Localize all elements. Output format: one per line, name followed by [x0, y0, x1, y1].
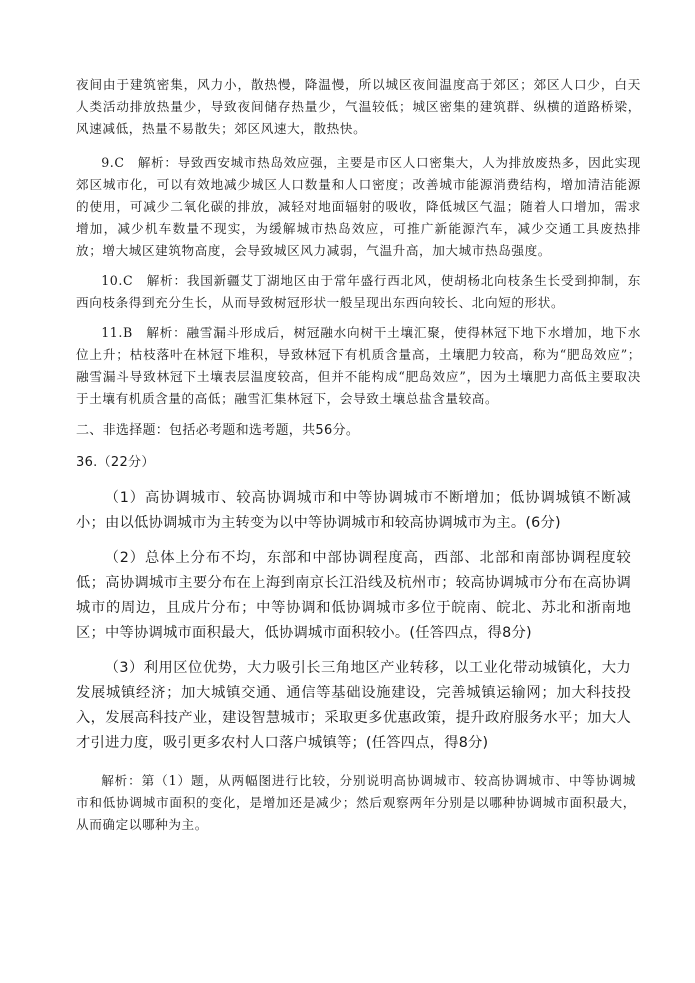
section-2-heading: 二、非选择题：包括必考题和选考题，共56分。 [76, 423, 360, 438]
question-36-analysis: 解析：第（1）题，从两幅图进行比较，分别说明高协调城市、较高协调城市、中等协调城市和低协调城市面积的变化，是增加还是减少；然后观察两年分别是以哪种协调城市面积最大，从而确定以哪种为主。 [76, 773, 636, 832]
question-36-answer-2: （2）总体上分布不均，东部和中部协调程度高，西部、北部和南部协调程度较低；高协调城市主要分布在上海到南京长江沿线及杭州市；较高协调城市分布在高协调城市的周边，且成片分布；中等协调和低协调城市多位于皖南、皖北、苏北和浙南地区；中等协调城市面积最大，低协调城市面积较小。(任答四点，得8分) [76, 550, 631, 641]
question-9-explanation: 9.C 解析：导致西安城市热岛效应强，主要是市区人口密集大，人为排放废热多，因此实现郊区城市化，可以有效地减少城区人口数量和人口密度；改善城市能源消费结构，增加清洁能源的使用，可减少二氧化碳的排放，减轻对地面辐射的吸收，降低城区气温；随着人口增加，需求增加，减少机车数量不现实，为缓解城市热岛效应，可推广新能源汽车，减少交通工具废热排放；增大城区建筑物高度，会导致城区风力减弱，气温升高，加大城市热岛强度。 [76, 155, 641, 258]
question-36-answer-1: （1）高协调城市、较高协调城市和中等协调城市不断增加；低协调城镇不断减小；由以低协调城市为主转变为以中等协调城市和较高协调城市为主。(6分) [76, 490, 631, 531]
question-36-answer-3: （3）利用区位优势，大力吸引长三角地区产业转移，以工业化带动城镇化，大力发展城镇经济；加大城镇交通、通信等基础设施建设，完善城镇运输网；加大科技投入，发展高科技产业，建设智慧城市；采取更多优惠政策，提升政府服务水平；加大人才引进力度，吸引更多农村人口落户城镇等；(任答四点，得8分) [76, 660, 631, 751]
question-10-explanation: 10.C 解析：我国新疆艾丁湖地区由于常年盛行西北风，使胡杨北向枝条生长受到抑制，东西向枝条得到充分生长，从而导致树冠形状一般呈现出东西向较长、北向短的形状。 [76, 273, 641, 310]
continuation-paragraph: 夜间由于建筑密集，风力小，散热慢，降温慢，所以城区夜间温度高于郊区；郊区人口少，白天人类活动排放热量少，导致夜间储存热量少，气温较低；城区密集的建筑群、纵横的道路桥梁，风速减低，热量不易散失；郊区风速大，散热快。 [76, 77, 641, 136]
question-36-title: 36.（22分） [76, 455, 155, 470]
question-11-explanation: 11.B 解析：融雪漏斗形成后，树冠融水向树干土壤汇聚，使得林冠下地下水增加，地下水位上升；枯枝落叶在林冠下堆积，导致林冠下有机质含量高，土壤肥力较高，称为“肥岛效应”；融雪漏斗导致林冠下土壤表层温度较高，但并不能构成“肥岛效应”，因为土壤肥力高低主要取决于土壤有机质含量的高低；融雪汇集林冠下，会导致土壤总盐含量较高。 [76, 325, 641, 406]
